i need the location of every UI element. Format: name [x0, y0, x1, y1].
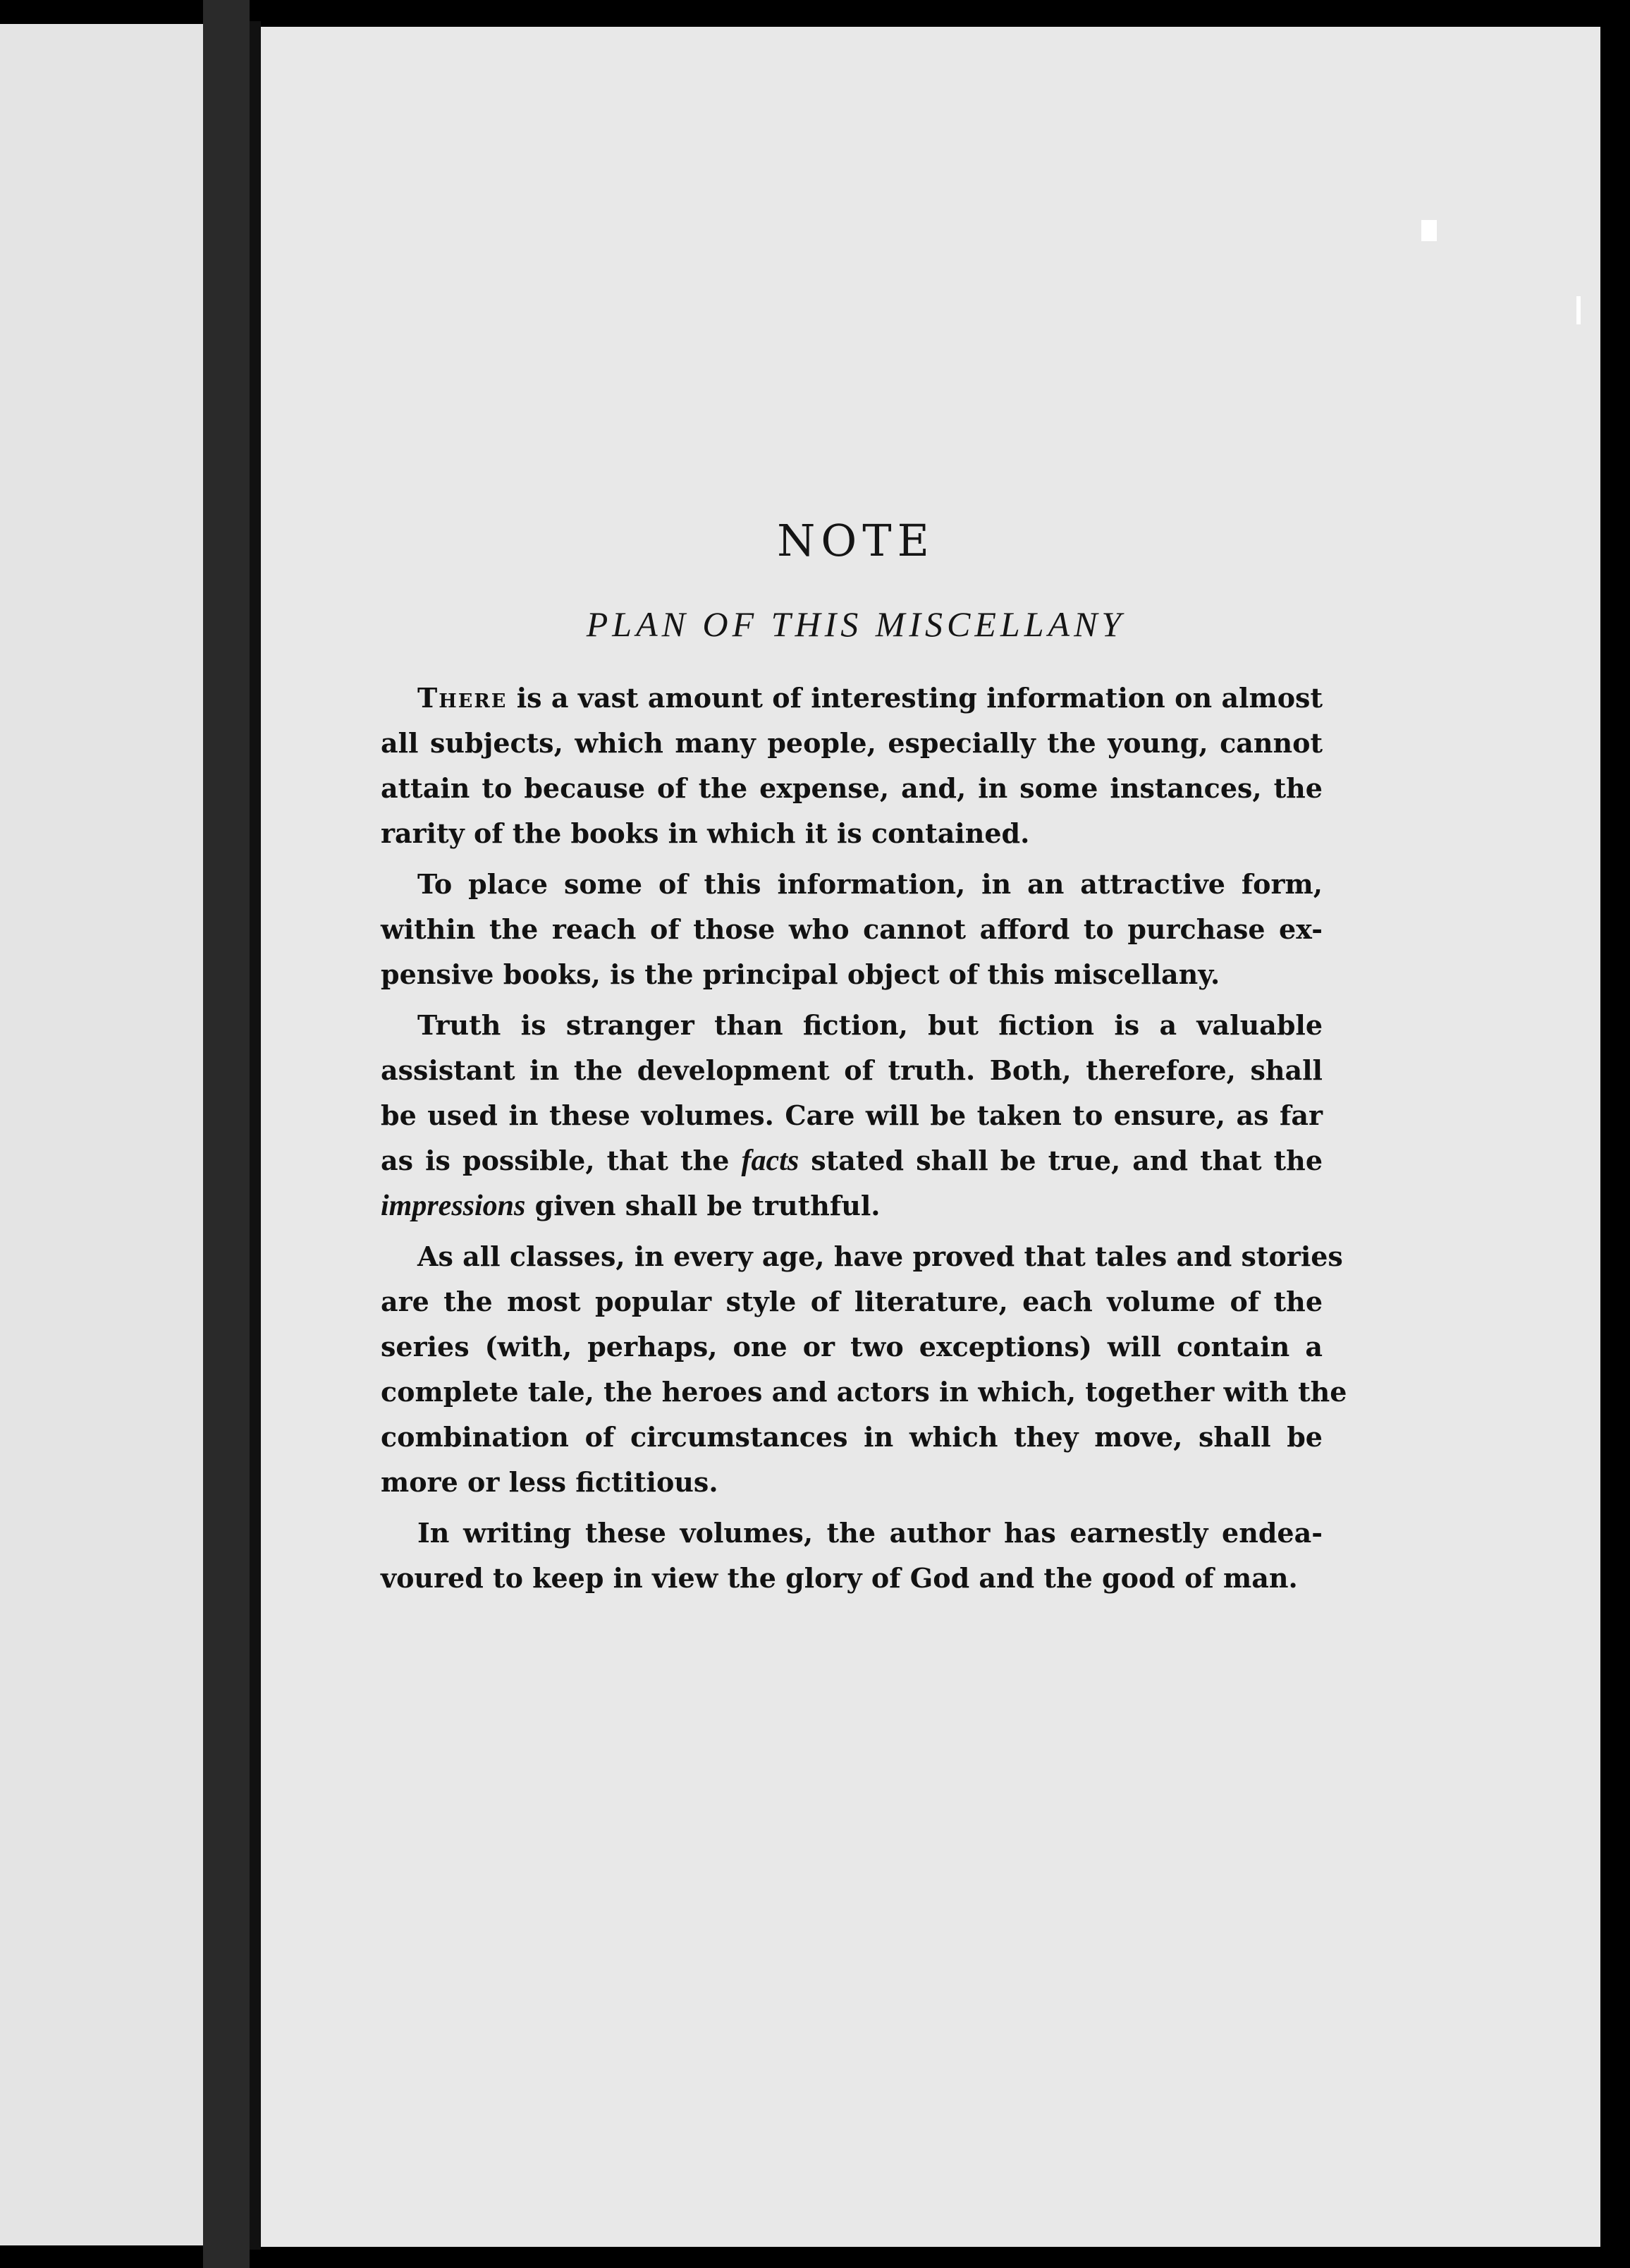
text-line: [381, 952, 1323, 997]
text-run: complete tale, the heroes and actors in which, together with the: [381, 1376, 1347, 1408]
text-line: [381, 1138, 1323, 1183]
right-page-border: [1600, 0, 1630, 2268]
gutter-shadow: [250, 21, 261, 2250]
italic-word: facts: [741, 1145, 799, 1177]
text-run: pensive books, is the principal object of this miscellany.: [381, 958, 1220, 990]
text-line: [381, 907, 1323, 952]
text-run: more or less fictitious.: [381, 1466, 718, 1498]
text-line: [381, 1370, 1347, 1415]
text-line: [381, 1460, 1323, 1505]
book-gutter: [203, 0, 250, 2268]
text-line: [381, 721, 1323, 766]
text-run: combination of circumstances in which they move, shall be: [381, 1421, 1323, 1453]
text-line: [381, 676, 1323, 721]
text-run: voured to keep in view the glory of God and the good of man.: [381, 1562, 1298, 1594]
text-run: given shall be truthful.: [525, 1190, 881, 1221]
page-subtitle: PLAN OF THIS MISCELLANY: [586, 604, 1126, 644]
text-run: within the reach of those who cannot afford to purchase ex-: [381, 913, 1323, 945]
text-line: [381, 1183, 1323, 1228]
text-run: is a vast amount of interesting information on almost: [507, 682, 1323, 714]
text-run: In writing these volumes, the author has earnestly endea-: [417, 1517, 1323, 1549]
text-run: stated shall be true, and that the: [799, 1145, 1323, 1176]
text-run: all subjects, which many people, especially the young, cannot: [381, 727, 1323, 759]
text-run: assistant in the development of truth. Both, therefore, shall: [381, 1054, 1323, 1086]
text-line: [381, 1234, 1343, 1279]
text-run: as is possible, that the: [381, 1145, 742, 1176]
paragraph: [381, 676, 1323, 856]
paragraph: [381, 1003, 1323, 1228]
text-line: [381, 1003, 1323, 1048]
text-run: To place some of this information, in an attractive form,: [417, 868, 1323, 900]
facing-page-edge: [0, 24, 203, 2245]
text-line: [381, 1048, 1323, 1093]
text-line: [381, 1415, 1323, 1460]
text-line: [381, 1093, 1323, 1138]
text-line: [381, 1511, 1323, 1556]
dust-speck: [1421, 220, 1437, 241]
paragraph: [381, 1511, 1323, 1601]
paragraph: [381, 862, 1323, 997]
text-line: [381, 766, 1323, 811]
text-line: [381, 1324, 1323, 1370]
text-run: be used in these volumes. Care will be taken to ensure, as far: [381, 1099, 1323, 1131]
text-run: As all classes, in every age, have proved that tales and stories: [417, 1240, 1343, 1272]
page-title: NOTE: [777, 515, 935, 566]
italic-word: impressions: [381, 1190, 526, 1222]
text-run: are the most popular style of literature, each volume of the: [381, 1286, 1323, 1317]
paragraph: [381, 1234, 1347, 1505]
text-run: series (with, perhaps, one or two exceptions) will contain a: [381, 1331, 1323, 1362]
small-caps-word: There: [417, 682, 508, 714]
dust-speck: [1576, 296, 1581, 324]
text-line: [381, 862, 1323, 907]
body-text: [381, 676, 1347, 1606]
text-line: [381, 811, 1323, 856]
text-run: Truth is stranger than fiction, but fiction is a valuable: [417, 1009, 1323, 1041]
text-run: attain to because of the expense, and, in some instances, the: [381, 772, 1323, 804]
text-line: [381, 1279, 1323, 1324]
text-line: [381, 1556, 1323, 1601]
text-run: rarity of the books in which it is contained.: [381, 817, 1030, 849]
